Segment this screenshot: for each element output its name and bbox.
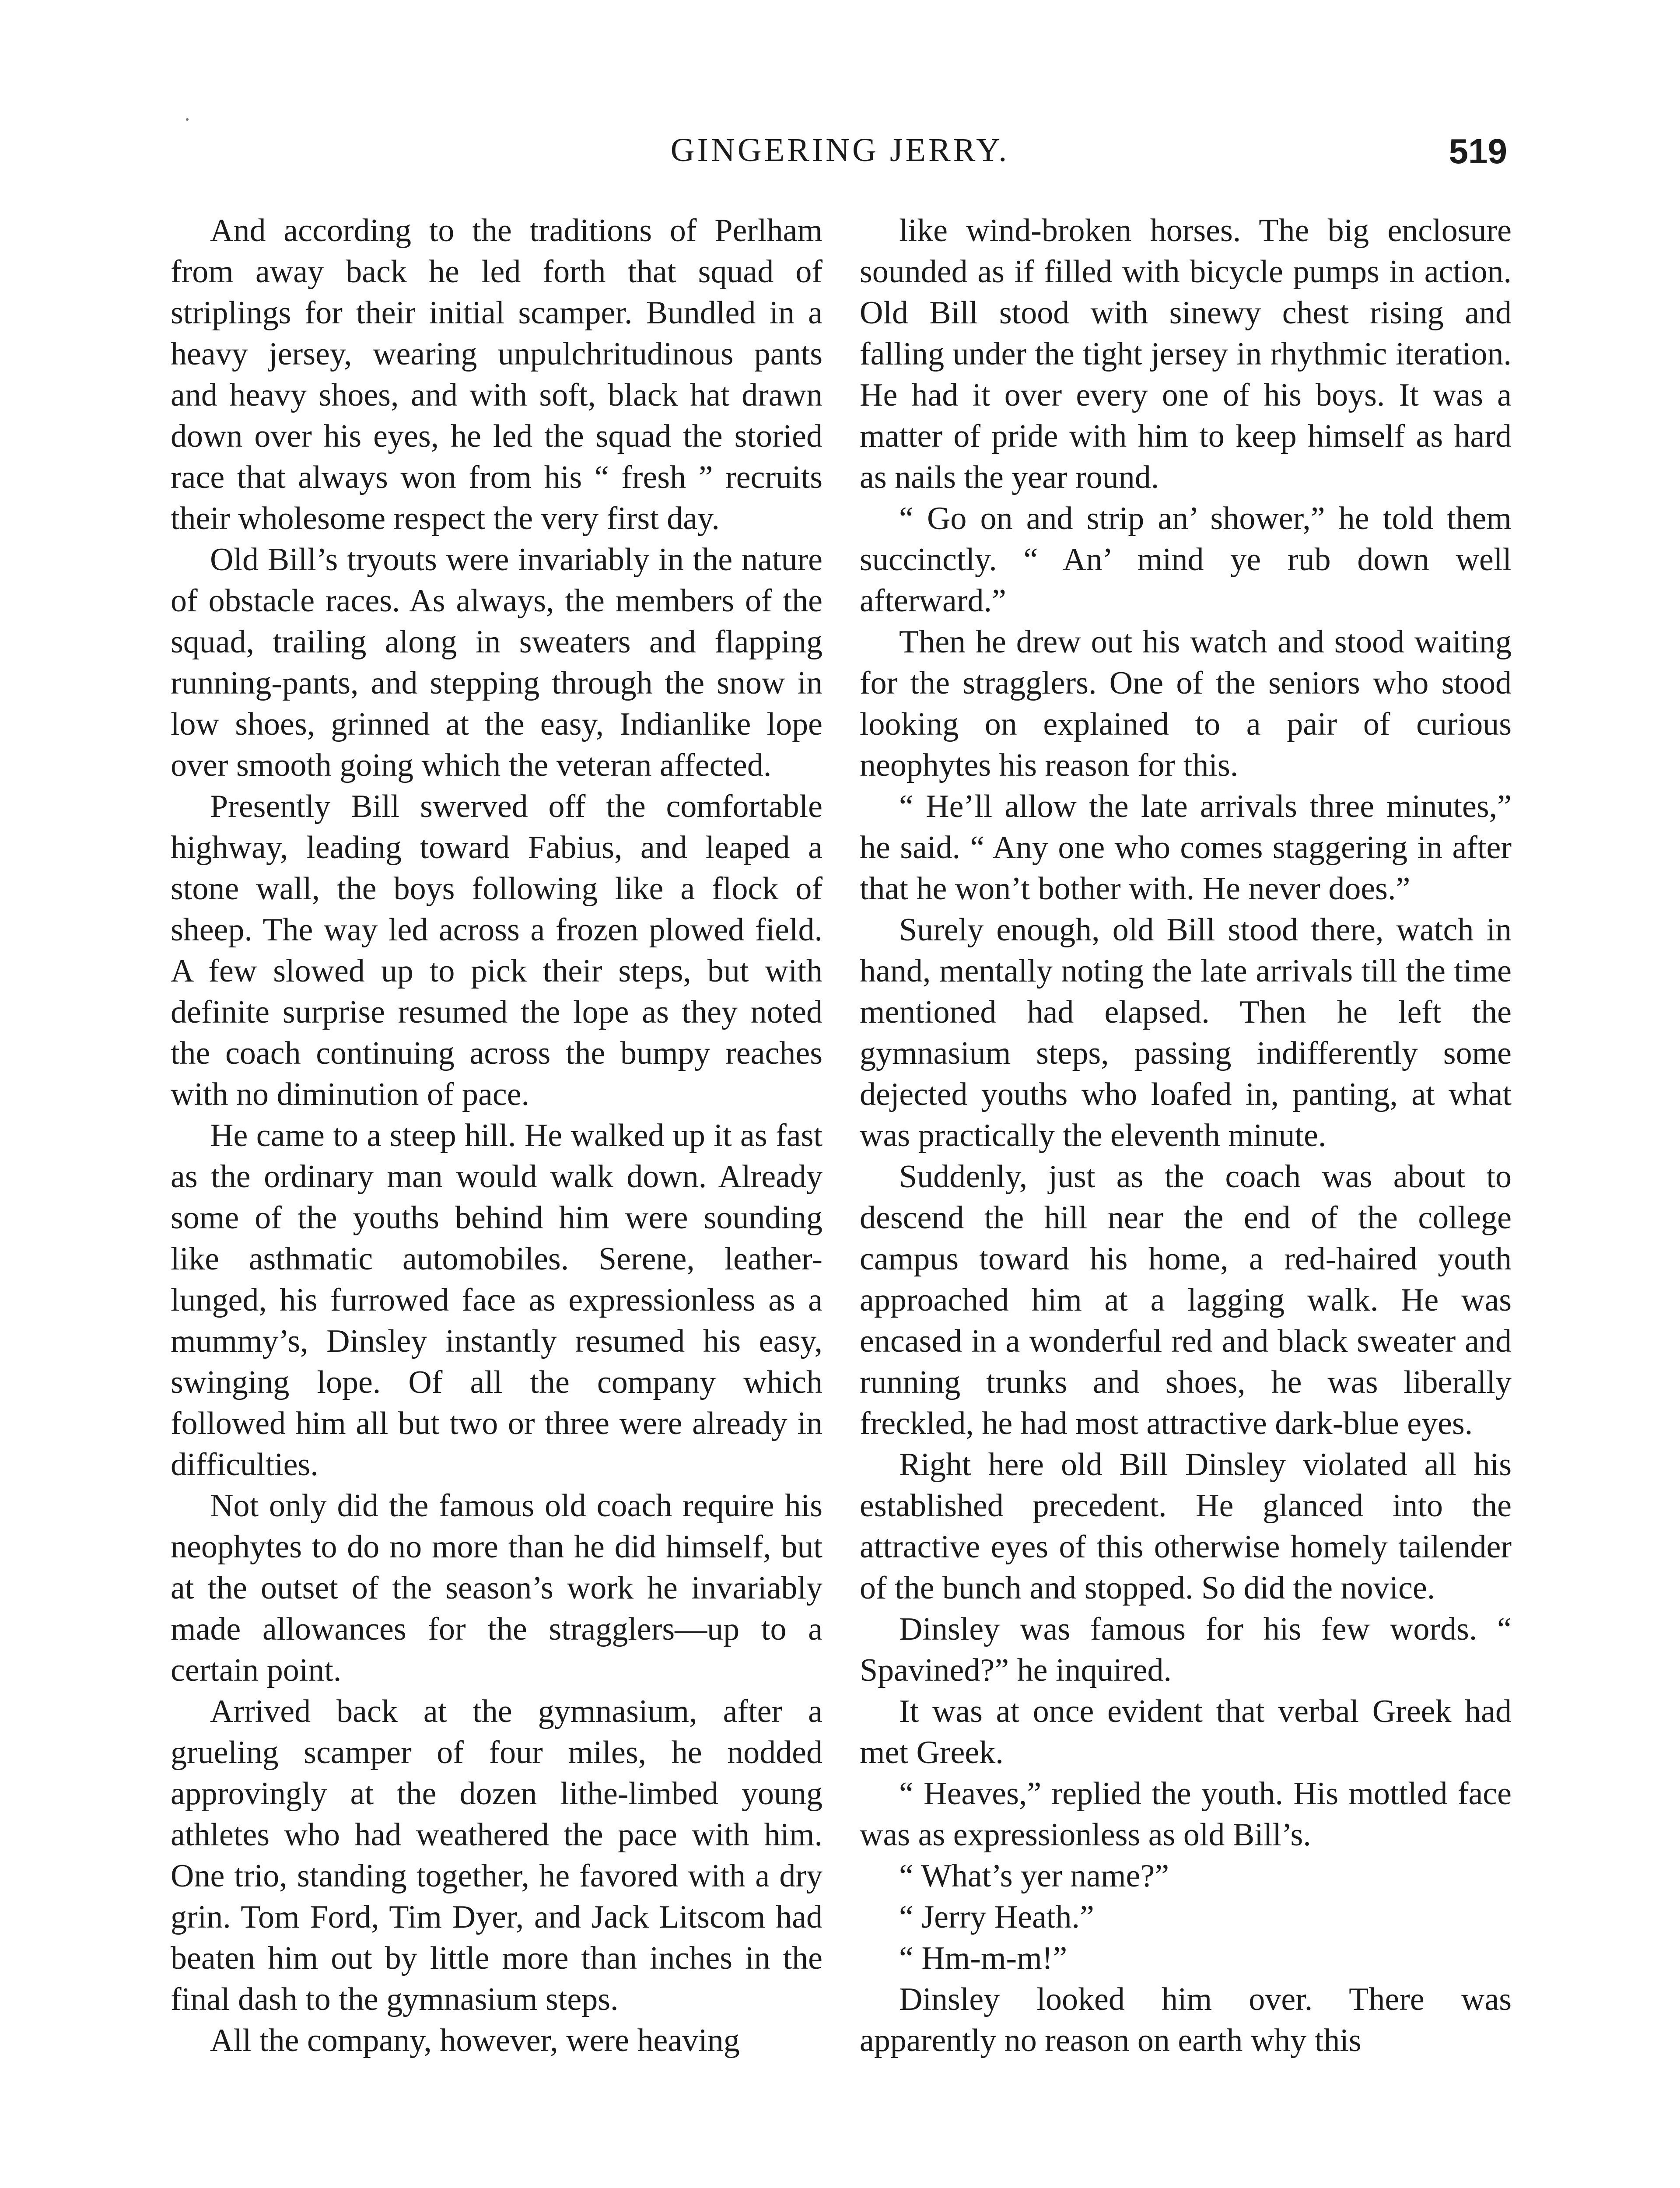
paragraph: Presently Bill swerved off the comfortable highway, leading toward Fabius, and leaped a stone wall, the boys following like a flock of sheep. The way led across a frozen plowed field. A few slowed up to pick their steps, but with definite surprise resumed the lope as they noted the coach continuing across the bumpy reaches with no diminution of pace. (171, 789, 822, 1112)
paragraph: like wind-broken horses. The big enclosure sounded as if filled with bicycle pumps in action. Old Bill stood with sinewy chest rising and falling under the tight jersey in rhythmic iteration. He had it over every one of his boys. It was a matter of pride with him to keep himself as hard as nails the year round. (860, 213, 1512, 495)
paragraph: Then he drew out his watch and stood waiting for the stragglers. One of the seniors who stood looking on explained to a pair of curious neophytes his reason for this. (860, 624, 1512, 783)
paragraph: Dinsley looked him over. There was apparently no reason on earth why this (860, 1981, 1512, 2058)
paragraph: It was at once evident that verbal Greek had met Greek. (860, 1694, 1512, 1771)
paragraph: “ Jerry Heath.” (899, 1899, 1094, 1935)
paragraph: Arrived back at the gymnasium, after a grueling scamper of four miles, he nodded approvingly at the dozen lithe-limbed young athletes who had weathered the pace with him. One trio, standing together, he favored with a dry grin. Tom Ford, Tim Dyer, and Jack Litscom had beaten him out by little more than inches in the final dash to the gymnasium steps. (171, 1694, 822, 2017)
paragraph: Not only did the famous old coach require his neophytes to do no more than he did himself, but at the outset of the season’s work he invariably made allowances for the stragglers—up to a certain point. (171, 1488, 822, 1688)
paragraph: And according to the traditions of Perlham from away back he led forth that squad of striplings for their initial scamper. Bundled in a heavy jersey, wearing unpulchritudinous pants and heavy shoes, and with soft, black hat drawn down over his eyes, he led the squad the storied race that always won from his “ fresh ” recruits their wholesome respect the very first day. (171, 213, 822, 536)
page-title: GINGERING JERRY. (670, 132, 1010, 168)
page-number: 519 (1449, 132, 1507, 171)
paragraph: He came to a steep hill. He walked up it as fast as the ordinary man would walk down. Already some of the youths behind him were sounding like asthmatic automobiles. Serene, leather-lunged, his furrowed face as expressionless as a mummy’s, Dinsley instantly resumed his easy, swinging lope. Of all the company which followed him all but two or three were already in difficulties. (171, 1118, 822, 1483)
paragraph: Old Bill’s tryouts were invariably in the nature of obstacle races. As always, the members of the squad, trailing along in sweaters and flapping running-pants, and stepping through the snow in low shoes, grinned at the easy, Indianlike lope over smooth going which the veteran affected. (171, 542, 822, 783)
paragraph: “ What’s yer name?” (899, 1858, 1169, 1894)
paragraph: Dinsley was famous for his few words. “ Spavined?” he inquired. (860, 1611, 1512, 1688)
paragraph: “ Heaves,” replied the youth. His mottled face was as expressionless as old Bill’s. (860, 1776, 1512, 1853)
paragraph: Right here old Bill Dinsley violated all his established precedent. He glanced into the attractive eyes of this otherwise homely tailender of the bunch and stopped. So did the novice. (860, 1447, 1512, 1606)
paragraph: “ He’ll allow the late arrivals three minutes,” he said. “ Any one who comes staggering in after that he won’t bother with. He never does.” (860, 789, 1512, 907)
speck (186, 118, 189, 121)
paragraph: Surely enough, old Bill stood there, watch in hand, mentally noting the late arrivals till the time mentioned had elapsed. Then he left the gymnasium steps, passing indifferently some dejected youths who loafed in, panting, at what was practically the eleventh minute. (860, 912, 1512, 1154)
right-column (860, 210, 1512, 2061)
paragraph: All the company, however, were heaving (210, 2023, 740, 2058)
paragraph: “ Go on and strip an’ shower,” he told them succinctly. “ An’ mind ye rub down well afterward.” (860, 501, 1512, 619)
left-column (171, 210, 822, 2061)
paragraph: “ Hm-m-m!” (899, 1940, 1068, 1976)
running-header (0, 131, 1680, 179)
paragraph: Suddenly, just as the coach was about to descend the hill near the end of the college campus toward his home, a red-haired youth approached him at a lagging walk. He was encased in a wonderful red and black sweater and running trunks and shoes, he was liberally freckled, he had most attractive dark-blue eyes. (860, 1159, 1512, 1441)
